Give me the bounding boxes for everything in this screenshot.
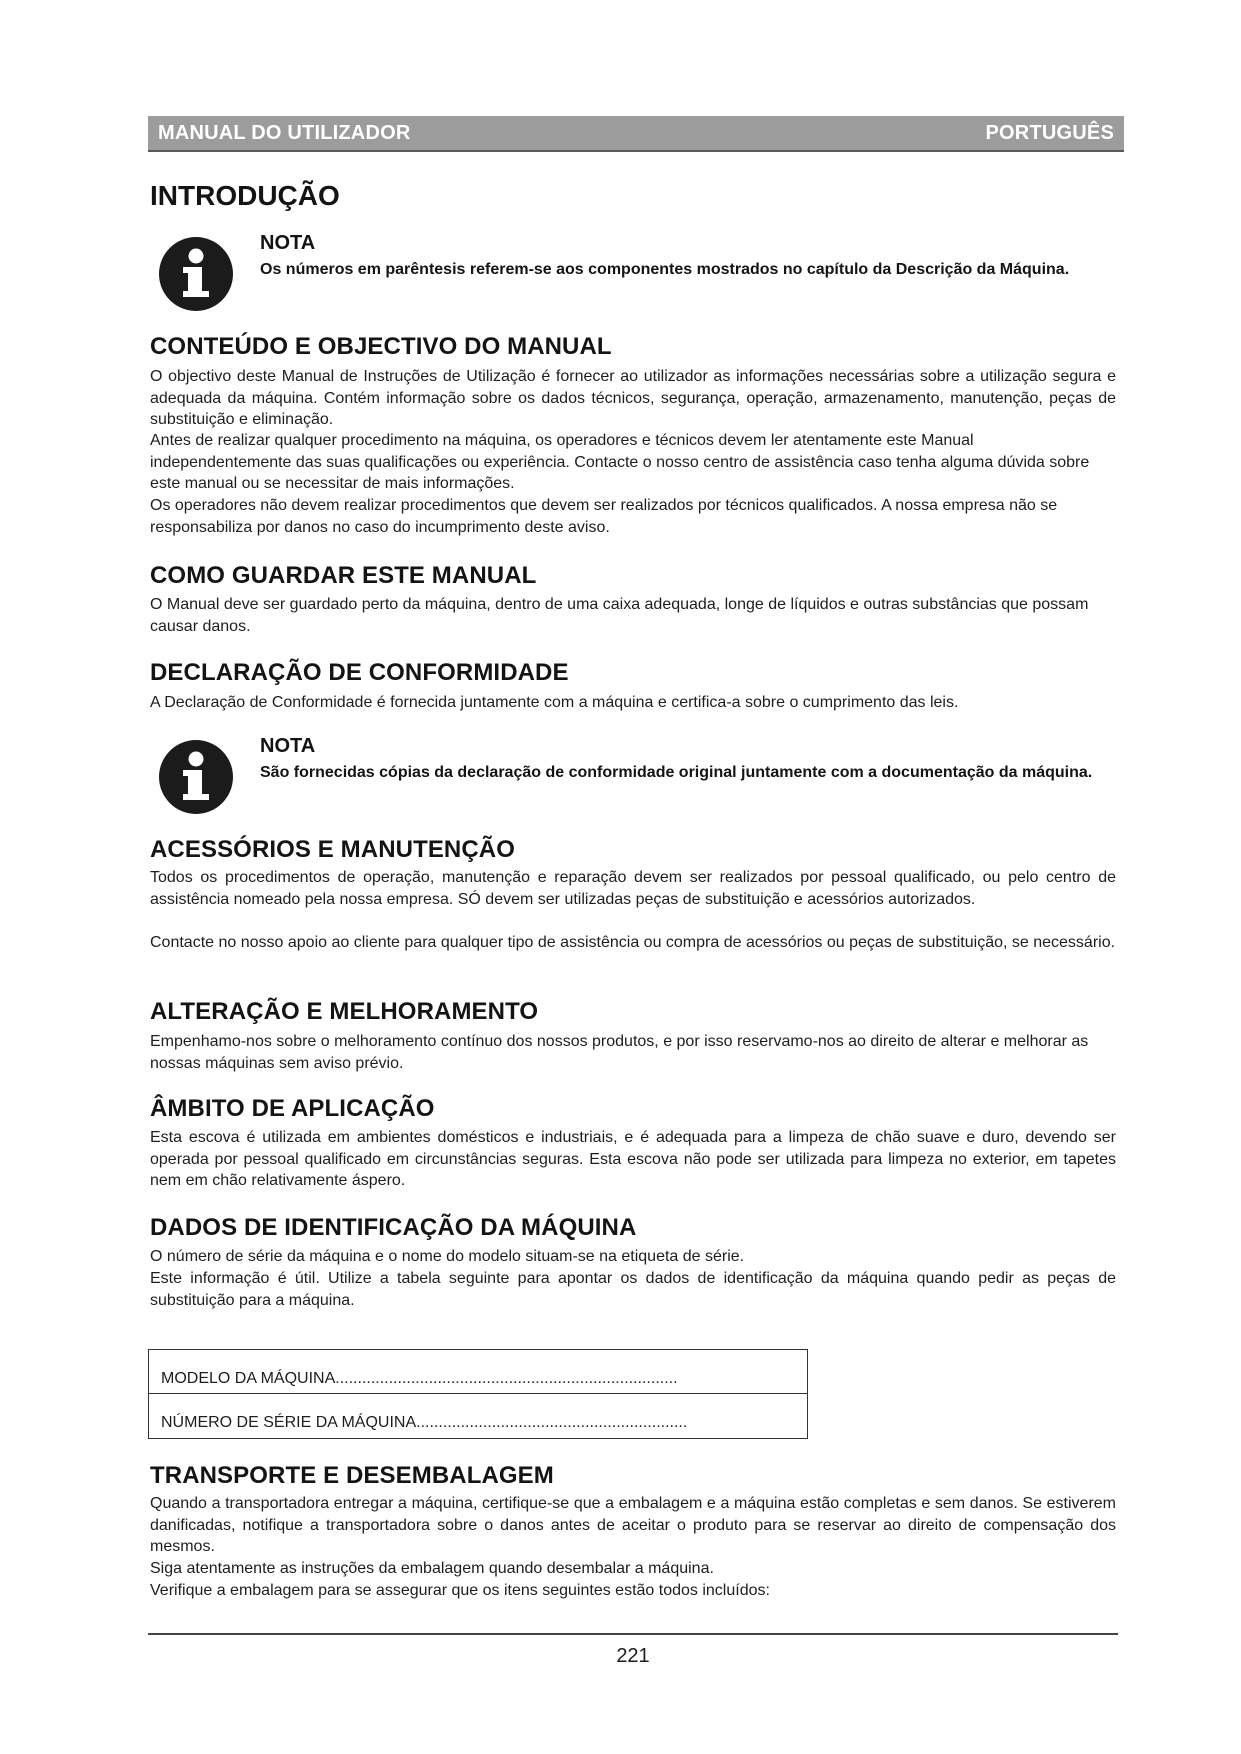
section-heading-alteracao: ALTERAÇÃO E MELHORAMENTO: [150, 998, 539, 1025]
section-heading-acessorios: ACESSÓRIOS E MANUTENÇÃO: [150, 836, 515, 863]
section-heading-dados: DADOS DE IDENTIFICAÇÃO DA MÁQUINA: [150, 1214, 637, 1241]
note-title: NOTA: [260, 232, 316, 254]
page-header-bar: [148, 116, 1124, 152]
paragraph: Os operadores não devem realizar procedimentos que devem ser realizados por técnicos qualificados. A nossa empresa não se responsabiliza por danos no caso do incumprimento deste aviso.: [150, 497, 1058, 536]
paragraph: O Manual deve ser guardado perto da máquina, dentro de uma caixa adequada, longe de líquidos e outras substâncias que possam causar danos.: [150, 596, 1089, 635]
manual-page: [148, 0, 1124, 1754]
paragraph: Antes de realizar qualquer procedimento na máquina, os operadores e técnicos devem ler atentamente este Manual independentemente das suas qualificações ou experiência. Contacte o nosso centro de assistência caso tenha alguma dúvida sobre este manual ou se necessitar de mais informações.: [150, 432, 1090, 492]
section-heading-conteudo: CONTEÚDO E OBJECTIVO DO MANUAL: [150, 333, 612, 360]
header-manual-title: MANUAL DO UTILIZADOR: [158, 121, 411, 144]
footer-divider: [148, 1633, 1118, 1635]
paragraph: Esta escova é utilizada em ambientes domésticos e industriais, e é adequada para a limpeza de chão suave e duro, devendo ser operada por pessoal qualificado em circunstâncias seguras. Esta escova não pode ser utilizada para limpeza no exterior, em tapetes nem em chão relativamente áspero.: [150, 1129, 1116, 1189]
note-text: Os números em parêntesis referem-se aos componentes mostrados no capítulo da Descrição da Máquina.: [260, 261, 1070, 278]
info-icon: [158, 739, 234, 815]
section-heading-ambito: ÂMBITO DE APLICAÇÃO: [150, 1095, 435, 1122]
info-icon: [158, 236, 234, 312]
section-heading-guardar: COMO GUARDAR ESTE MANUAL: [150, 562, 537, 589]
paragraph: Este informação é útil. Utilize a tabela seguinte para apontar os dados de identificação da máquina quando pedir as peças de substituição para a máquina.: [150, 1270, 1116, 1309]
paragraph: O objectivo deste Manual de Instruções de Utilização é fornecer ao utilizador as informações necessárias sobre a utilização segura e adequada da máquina. Contém informação sobre os dados técnicos, segurança, operação, armazenamento, manutenção, peças de substituição e eliminação.: [150, 368, 1116, 428]
paragraph: A Declaração de Conformidade é fornecida juntamente com a máquina e certifica-a sobre o cumprimento das leis.: [150, 694, 959, 711]
note-box-intro: [158, 232, 1118, 312]
machine-serial-field[interactable]: NÚMERO DE SÉRIE DA MÁQUINA.............................................................: [161, 1414, 688, 1431]
paragraph: Todos os procedimentos de operação, manutenção e reparação devem ser realizados por pessoal qualificado, ou pelo centro de assistência nomeado pela nossa empresa. SÓ devem ser utilizadas peças de substituição e acessórios autorizados.: [150, 869, 1116, 908]
paragraph: Quando a transportadora entregar a máquina, certifique-se que a embalagem e a máquina estão completas e sem danos. Se estiverem danificadas, notifique a transportadora sobre o danos antes de aceitar o produto para se reservar ao direito de compensação dos mesmos.: [150, 1495, 1116, 1555]
paragraph: O número de série da máquina e o nome do modelo situam-se na etiqueta de série.: [150, 1248, 745, 1265]
machine-id-table: [148, 1349, 808, 1439]
section-heading-transporte: TRANSPORTE E DESEMBALAGEM: [150, 1462, 554, 1489]
paragraph: Empenhamo-nos sobre o melhoramento contínuo dos nossos produtos, e por isso reservamo-nos ao direito de alterar e melhorar as nossas máquinas sem aviso prévio.: [150, 1033, 1089, 1072]
paragraph: Contacte no nosso apoio ao cliente para qualquer tipo de assistência ou compra de acessórios ou peças de substituição, se necessário.: [150, 934, 1116, 951]
page-number: 221: [616, 1645, 650, 1667]
intro-heading: INTRODUÇÃO: [150, 180, 340, 211]
note-text: São fornecidas cópias da declaração de conformidade original juntamente com a documentação da máquina.: [260, 764, 1093, 781]
paragraph: Verifique a embalagem para se assegurar que os itens seguintes estão todos incluídos:: [150, 1582, 770, 1599]
header-language: PORTUGUÊS: [985, 121, 1114, 144]
paragraph: Siga atentamente as instruções da embalagem quando desembalar a máquina.: [150, 1560, 714, 1577]
section-heading-declaracao: DECLARAÇÃO DE CONFORMIDADE: [150, 659, 569, 686]
note-title: NOTA: [260, 735, 316, 757]
machine-model-field[interactable]: MODELO DA MÁQUINA.............................................................................: [149, 1350, 807, 1394]
note-box-declaracao: [158, 735, 1118, 815]
